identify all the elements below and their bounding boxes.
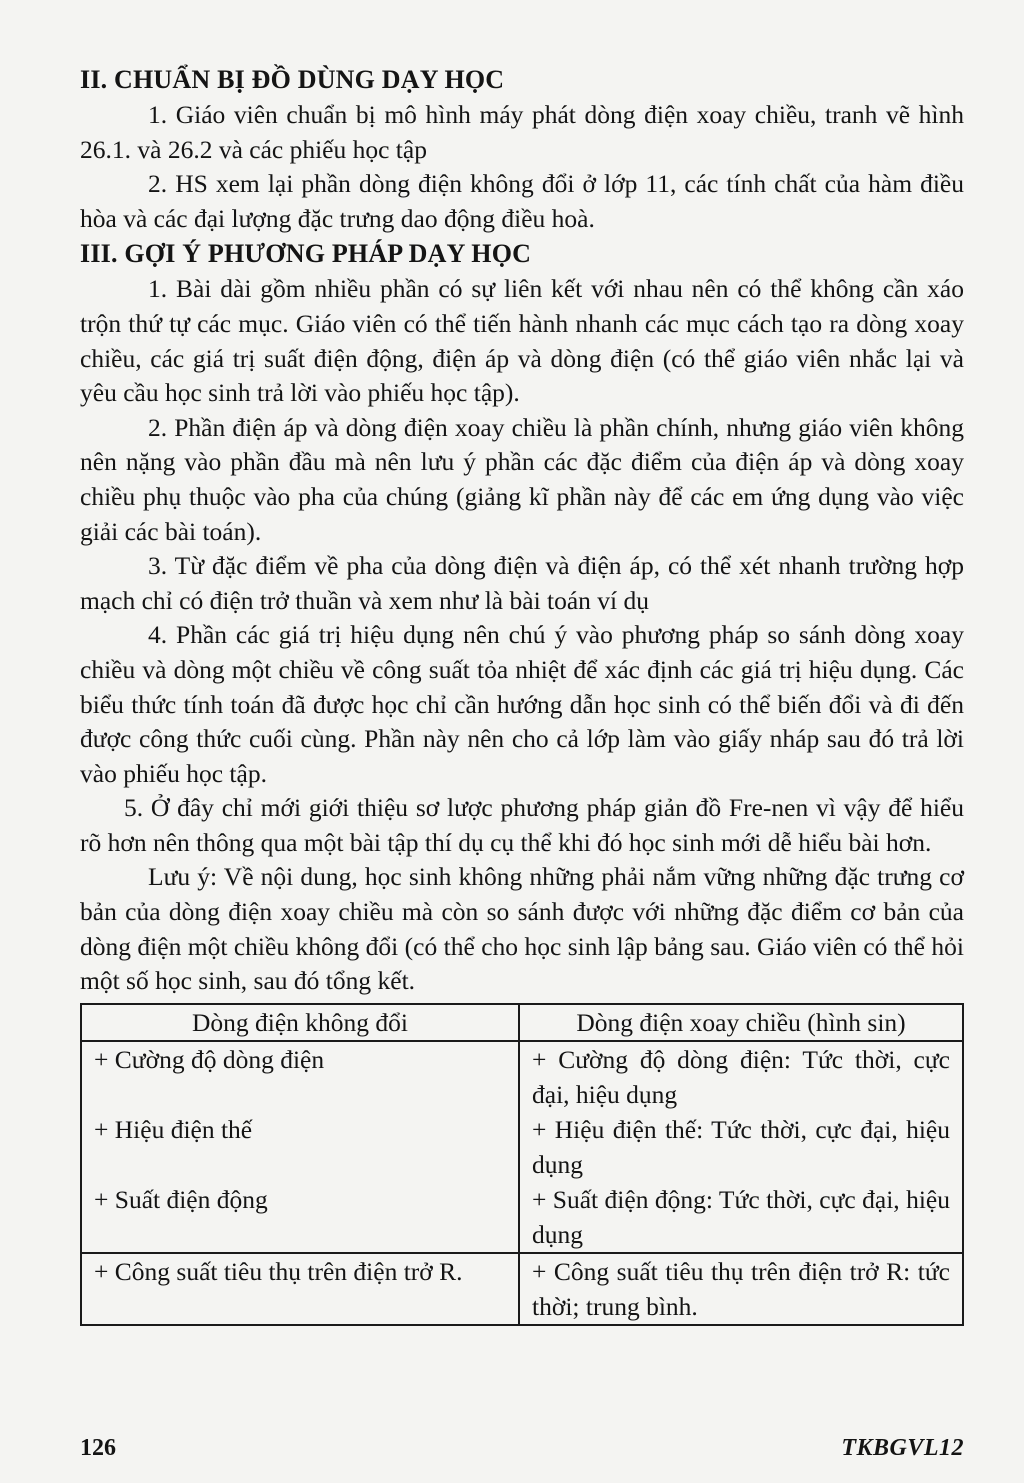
paragraph-method-5: 5. Ở đây chỉ mới giới thiệu sơ lược phương pháp giản đồ Fre-nen vì vậy để hiểu rõ hơn nên thông qua một bài tập thí dụ cụ thể khi đó học sinh mới dễ hiểu bài hơn. (80, 793, 964, 857)
table-row (81, 1041, 963, 1253)
table-cell-line: + Công suất tiêu thụ trên điện trở R: tức thời; trung bình. (532, 1256, 950, 1321)
table-header-row (81, 1004, 963, 1041)
book-code: TKBGVL12 (841, 1435, 964, 1461)
paragraph-note: Lưu ý: Về nội dung, học sinh không những phải nắm vững những đặc trưng cơ bản của dòng điện xoay chiều mà còn so sánh được với những đặc điểm cơ bản của dòng điện một chiều không đổi (có thể cho học sinh lập bảng sau. Giáo viên có thể hỏi một số học sinh, sau đó tổng kết. (80, 862, 964, 996)
comparison-table (80, 1003, 964, 1326)
table-cell-line: + Suất điện động (94, 1184, 268, 1214)
table-cell-line: + Công suất tiêu thụ trên điện trở R. (94, 1256, 463, 1286)
paragraph-method-3: 3. Từ đặc điểm về pha của dòng điện và điện áp, có thể xét nhanh trường hợp mạch chỉ có điện trở thuần và xem như là bài toán ví dụ (80, 551, 964, 615)
table-cell-ac (519, 1253, 963, 1325)
paragraph-method-1: 1. Bài dài gồm nhiều phần có sự liên kết với nhau nên có thể không cần xáo trộn thứ tự các mục. Giáo viên có thể tiến hành nhanh các mục cách tạo ra dòng xoay chiều, các giá trị suất điện động, điện áp và dòng điện (có thể giáo viên nhắc lại và yêu cầu học sinh trả lời vào phiếu học tập). (80, 274, 964, 408)
paragraph-prepare-1: 1. Giáo viên chuẩn bị mô hình máy phát dòng điện xoay chiều, tranh vẽ hình 26.1. và 26.2 và các phiếu học tập (80, 100, 964, 164)
section-heading-method: III. GỢI Ý PHƯƠNG PHÁP DẠY HỌC (80, 239, 532, 269)
table-cell-dc (81, 1253, 519, 1325)
table-cell-ac (519, 1041, 963, 1253)
page-content (80, 62, 964, 1326)
section-heading-prepare: II. CHUẨN BỊ ĐỒ DÙNG DẠY HỌC (80, 65, 505, 94)
table-cell-line: + Hiệu điện thế: Tức thời, cực đại, hiệu dụng (532, 1114, 950, 1179)
paragraph-method-2: 2. Phần điện áp và dòng điện xoay chiều là phần chính, nhưng giáo viên không nên nặng vào phần đầu mà nên lưu ý phần các đặc điểm của điện áp và dòng xoay chiều phụ thuộc vào pha của chúng (giảng kĩ phần này để các em ứng dụng vào việc giải các bài toán). (80, 412, 964, 546)
paragraph-prepare-2: 2. HS xem lại phần dòng điện không đổi ở lớp 11, các tính chất của hàm điều hòa và các đại lượng đặc trưng dao động điều hoà. (80, 169, 964, 233)
page-footer (80, 1435, 964, 1462)
table-header-ac: Dòng điện xoay chiều (hình sin) (519, 1004, 963, 1041)
paragraph-method-4: 4. Phần các giá trị hiệu dụng nên chú ý vào phương pháp so sánh dòng xoay chiều và dòng một chiều về công suất tỏa nhiệt để xác định các giá trị hiệu dụng. Các biểu thức tính toán đã được học chỉ cần hướng dẫn học sinh có thể biến đổi và đi đến được công thức cuối cùng. Phần này nên cho cả lớp làm vào giấy nháp sau đó trả lời vào phiếu học tập. (80, 620, 964, 788)
table-cell-line: + Cường độ dòng điện: Tức thời, cực đại, hiệu dụng (532, 1044, 950, 1109)
table-cell-line: + Cường độ dòng điện (94, 1044, 325, 1074)
table-row (81, 1253, 963, 1325)
table-cell-line: + Suất điện động: Tức thời, cực đại, hiệu dụng (532, 1184, 950, 1249)
table-cell-line: + Hiệu điện thế (94, 1114, 253, 1144)
page-number: 126 (80, 1435, 116, 1461)
table-cell-dc (81, 1041, 519, 1253)
table-header-dc: Dòng điện không đổi (81, 1004, 519, 1041)
